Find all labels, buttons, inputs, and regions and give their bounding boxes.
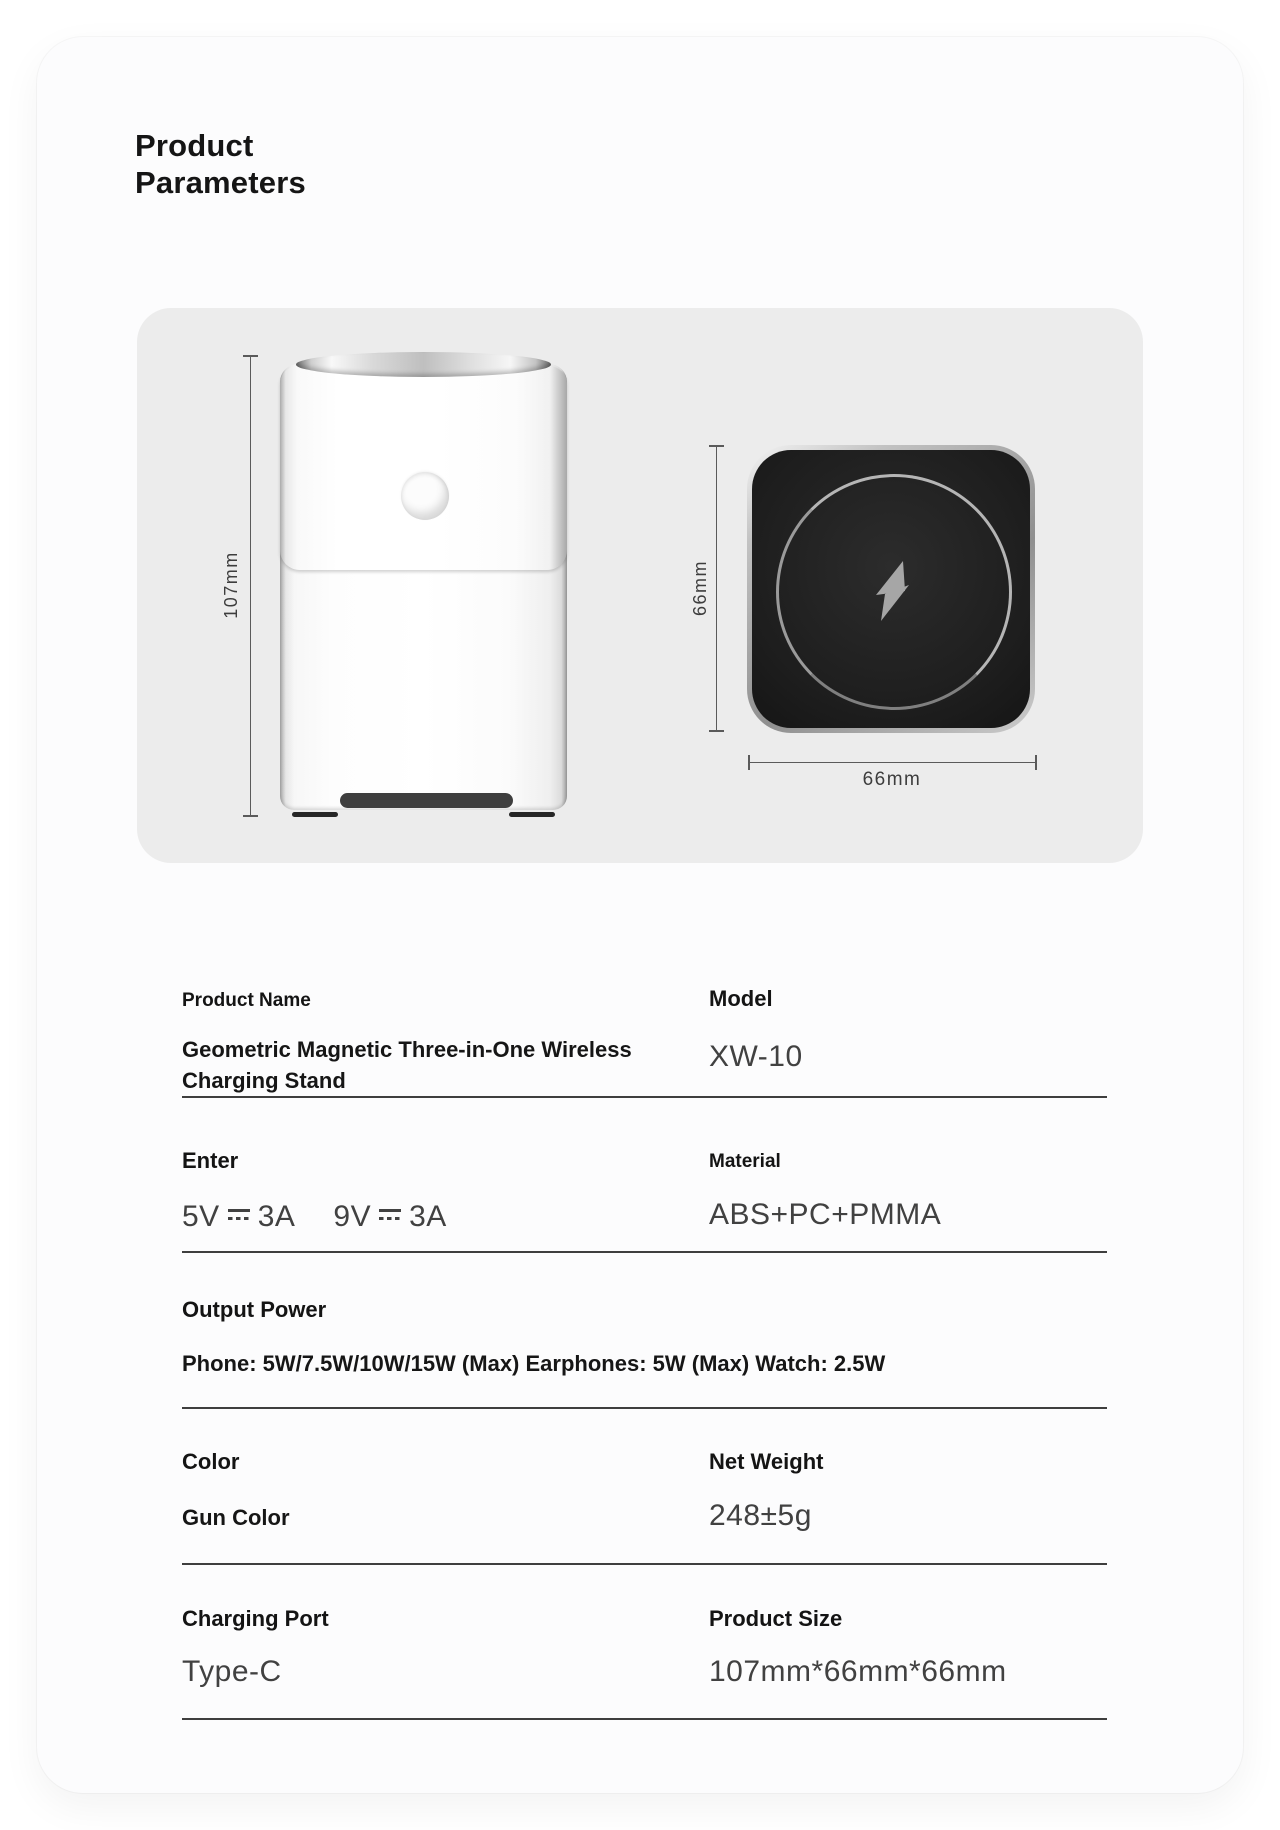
dimension-line-pad-width <box>748 762 1037 763</box>
input-value-1-volt: 5V <box>182 1200 220 1233</box>
charging-pad-surface <box>752 450 1030 728</box>
input-value-2-amp: 3A <box>409 1200 447 1233</box>
lightning-bolt-icon <box>876 561 912 623</box>
content-card <box>37 37 1243 1793</box>
input-value-1-amp: 3A <box>257 1200 296 1233</box>
net-weight-label: Net Weight <box>709 1449 824 1474</box>
input-label: Enter <box>182 1148 239 1173</box>
page-title-line-1: Product <box>135 128 254 163</box>
output-power-label: Output Power <box>182 1297 327 1322</box>
spec-row-output-power <box>182 1253 1107 1409</box>
dimension-label-stand-height: 107mm <box>221 551 241 619</box>
dimension-line-stand-height <box>250 355 251 817</box>
stand-watch-recess <box>401 472 449 520</box>
material-value: ABS+PC+PMMA <box>709 1198 942 1231</box>
net-weight-value: 248±5g <box>709 1499 812 1532</box>
product-name-value: Geometric Magnetic Three-in-One Wireless Charging Stand <box>182 1037 632 1093</box>
dc-symbol-icon <box>228 1209 250 1221</box>
dimension-label-pad-height: 66mm <box>690 560 710 617</box>
spec-row-product-name-model <box>182 960 1107 1098</box>
charging-port-value: Type-C <box>182 1655 282 1688</box>
product-size-value: 107mm*66mm*66mm <box>709 1655 1007 1688</box>
material-label: Material <box>709 1151 781 1172</box>
product-image-panel <box>137 308 1143 863</box>
product-size-label: Product Size <box>709 1606 843 1631</box>
stand-foot-left <box>292 812 338 817</box>
color-label: Color <box>182 1449 240 1474</box>
stand-metal-cap <box>296 352 551 377</box>
model-value: XW-10 <box>709 1040 803 1073</box>
product-name-label: Product Name <box>182 990 311 1011</box>
charging-port-label: Charging Port <box>182 1606 329 1631</box>
spec-row-port-size <box>182 1565 1107 1720</box>
model-label: Model <box>709 986 773 1011</box>
dimension-line-pad-height <box>716 445 717 732</box>
stand-upper-section <box>280 366 567 570</box>
dc-symbol-icon <box>379 1209 401 1221</box>
charging-pad-image <box>747 445 1035 733</box>
dimension-label-pad-width: 66mm <box>862 769 922 790</box>
page-title <box>135 127 306 201</box>
input-value <box>182 1200 447 1234</box>
charging-coil-ring <box>776 474 1012 710</box>
color-value: Gun Color <box>182 1505 290 1530</box>
stand-rubber-base <box>340 793 513 808</box>
charging-stand-image <box>280 352 567 822</box>
spec-row-input-material <box>182 1098 1107 1253</box>
input-value-2-volt: 9V <box>333 1200 372 1233</box>
page-title-line-2: Parameters <box>135 165 306 200</box>
spec-table <box>182 960 1107 1720</box>
spec-row-color-weight <box>182 1409 1107 1565</box>
stand-foot-right <box>509 812 555 817</box>
output-power-value: Phone: 5W/7.5W/10W/15W (Max) Earphones: 5W (Max) Watch: 2.5W <box>182 1351 886 1376</box>
